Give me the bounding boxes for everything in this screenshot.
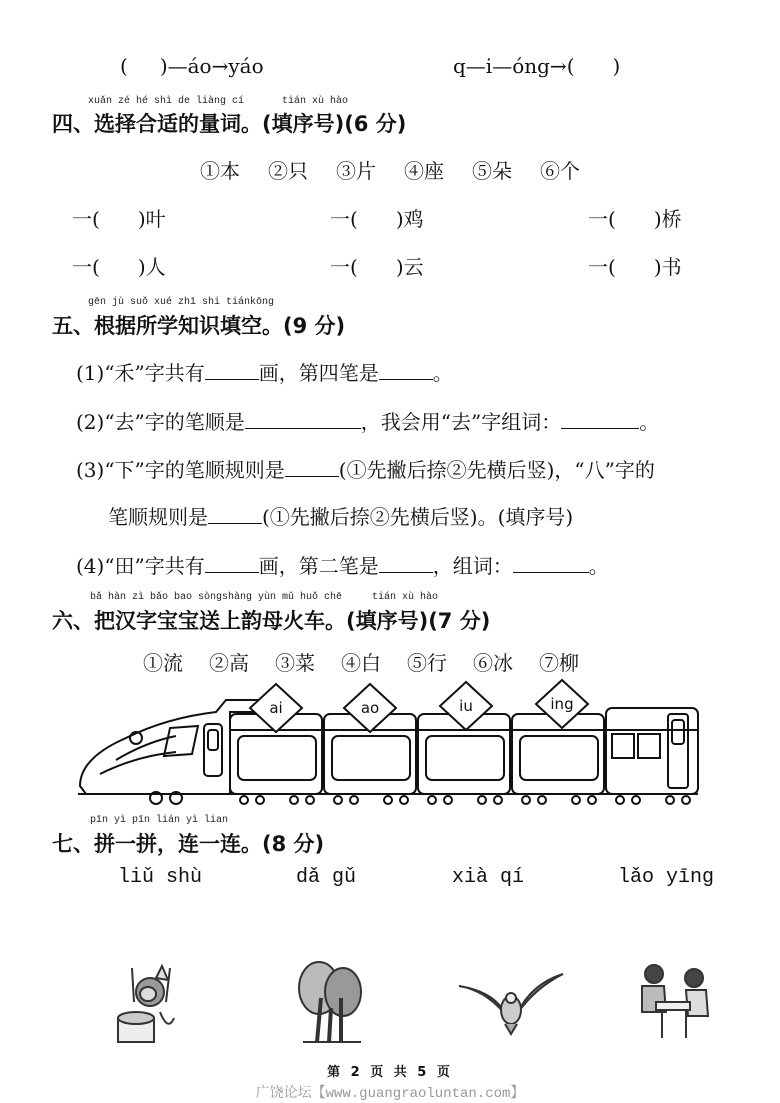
paren-close: ) (159, 54, 168, 78)
option: ⑦柳 (539, 651, 579, 675)
paren-close: ) (612, 54, 621, 78)
question-2 (76, 406, 659, 435)
paren-open: ( (120, 54, 128, 78)
train-label-ai: ai (269, 699, 283, 717)
measure-item (72, 203, 166, 232)
item-prefix: 一( (588, 207, 616, 231)
section6-pinyin: bǎ hàn zì bǎo bao sòngshàng yùn mǔ huǒ chē (90, 592, 343, 603)
monkey-drum-picture[interactable] (110, 962, 190, 1044)
item-prefix: 一( (72, 255, 100, 279)
section4-pinyin-2: tián xù hào (282, 96, 349, 107)
q-text: (1)“禾”字共有 (76, 361, 205, 385)
q-text: 画，第四笔是 (258, 361, 379, 385)
pinyin-formula: q—i—óng→ (453, 54, 567, 78)
option: ②高 (209, 651, 249, 675)
section4-pinyin: xuǎn zé hé shì de liàng cí (88, 96, 245, 107)
pinyin-exercise-right (453, 54, 620, 78)
q-text: 。 (432, 361, 453, 385)
item-suffix: )桥 (653, 207, 682, 231)
q-text: 。 (588, 554, 609, 578)
paren-open: ( (566, 54, 575, 78)
option: ②只 (268, 159, 308, 183)
train-illustration (76, 678, 706, 808)
q-text: (①先撇后捺②先横后竖)，“八”字的 (338, 458, 655, 482)
answer-blank[interactable] (561, 412, 639, 429)
q-text: ，组词： (432, 554, 513, 578)
item-prefix: 一( (588, 255, 616, 279)
pinyin-word[interactable]: lǎo yīng (618, 866, 715, 889)
option: ⑥个 (540, 159, 580, 183)
item-prefix: 一( (72, 207, 100, 231)
q-text: ，我会用“去”字组词： (360, 410, 562, 434)
q-text: 。 (639, 410, 660, 434)
option: ⑤朵 (472, 159, 512, 183)
section4-title: 四、选择合适的量词。(填序号)(6 分) (52, 112, 407, 136)
q-text: (①先撇后捺②先横后竖)。(填序号) (262, 505, 574, 529)
section6-title: 六、把汉字宝宝送上韵母火车。(填序号)(7 分) (52, 609, 491, 633)
q-text: 画，第二笔是 (258, 554, 379, 578)
willow-tree-picture[interactable] (295, 958, 365, 1044)
item-suffix: )云 (395, 255, 424, 279)
pinyin-exercise-left (120, 54, 264, 78)
pinyin-word[interactable]: xià qí (452, 866, 525, 889)
watermark-site: 广饶论坛【www.guangraoluntan.com】 (255, 1086, 525, 1102)
character-options (143, 647, 579, 676)
pinyin-word[interactable]: dǎ gǔ (296, 866, 357, 889)
q-text: (2)“去”字的笔顺是 (76, 410, 245, 434)
measure-item (588, 251, 682, 280)
section6-pinyin-2: tián xù hào (372, 592, 439, 603)
option: ③片 (336, 159, 376, 183)
option: ④白 (341, 651, 381, 675)
q-text: 笔顺规则是 (108, 505, 208, 529)
page-number: 第 2 页 共 5 页 (327, 1065, 453, 1080)
item-suffix: )鸡 (395, 207, 424, 231)
item-suffix: )人 (137, 255, 166, 279)
q-text: (3)“下”字的笔顺规则是 (76, 458, 285, 482)
pinyin-formula: —áo→yáo (167, 54, 264, 78)
q-text: (4)“田”字共有 (76, 554, 205, 578)
option: ③菜 (275, 651, 315, 675)
question-4 (76, 550, 609, 579)
answer-blank[interactable] (205, 363, 259, 380)
answer-blank[interactable] (208, 507, 262, 524)
item-prefix: 一( (330, 207, 358, 231)
question-1 (76, 357, 453, 386)
section7-title: 七、拼一拼，连一连。(8 分) (52, 832, 325, 856)
answer-blank[interactable] (379, 556, 433, 573)
question-3-cont (108, 501, 573, 530)
measure-item (72, 251, 166, 280)
answer-blank[interactable] (285, 460, 339, 477)
train-label-ao: ao (360, 699, 380, 717)
measure-item (588, 203, 682, 232)
answer-blank[interactable] (513, 556, 589, 573)
option: ①本 (200, 159, 240, 183)
option: ④座 (404, 159, 444, 183)
item-suffix: )书 (653, 255, 682, 279)
item-suffix: )叶 (137, 207, 166, 231)
section7-pinyin: pīn yì pīn lián yì lian (90, 815, 229, 826)
pinyin-word[interactable]: liǔ shù (118, 866, 203, 889)
item-prefix: 一( (330, 255, 358, 279)
question-3 (76, 454, 655, 483)
section5-pinyin: gēn jù suǒ xué zhī shi tiánkōng (88, 297, 275, 308)
section5-title: 五、根据所学知识填空。(9 分) (52, 314, 346, 338)
measure-item (330, 203, 424, 232)
answer-blank[interactable] (245, 412, 361, 429)
answer-blank[interactable] (379, 363, 433, 380)
eagle-picture[interactable] (455, 970, 567, 1036)
train-label-ing: ing (550, 695, 574, 713)
option: ⑥冰 (473, 651, 513, 675)
option: ⑤行 (407, 651, 447, 675)
measure-word-options (200, 155, 608, 184)
kids-chess-picture[interactable] (628, 962, 718, 1042)
measure-item (330, 251, 424, 280)
answer-blank[interactable] (205, 556, 259, 573)
option: ①流 (143, 651, 183, 675)
train-label-iu: iu (459, 697, 473, 715)
